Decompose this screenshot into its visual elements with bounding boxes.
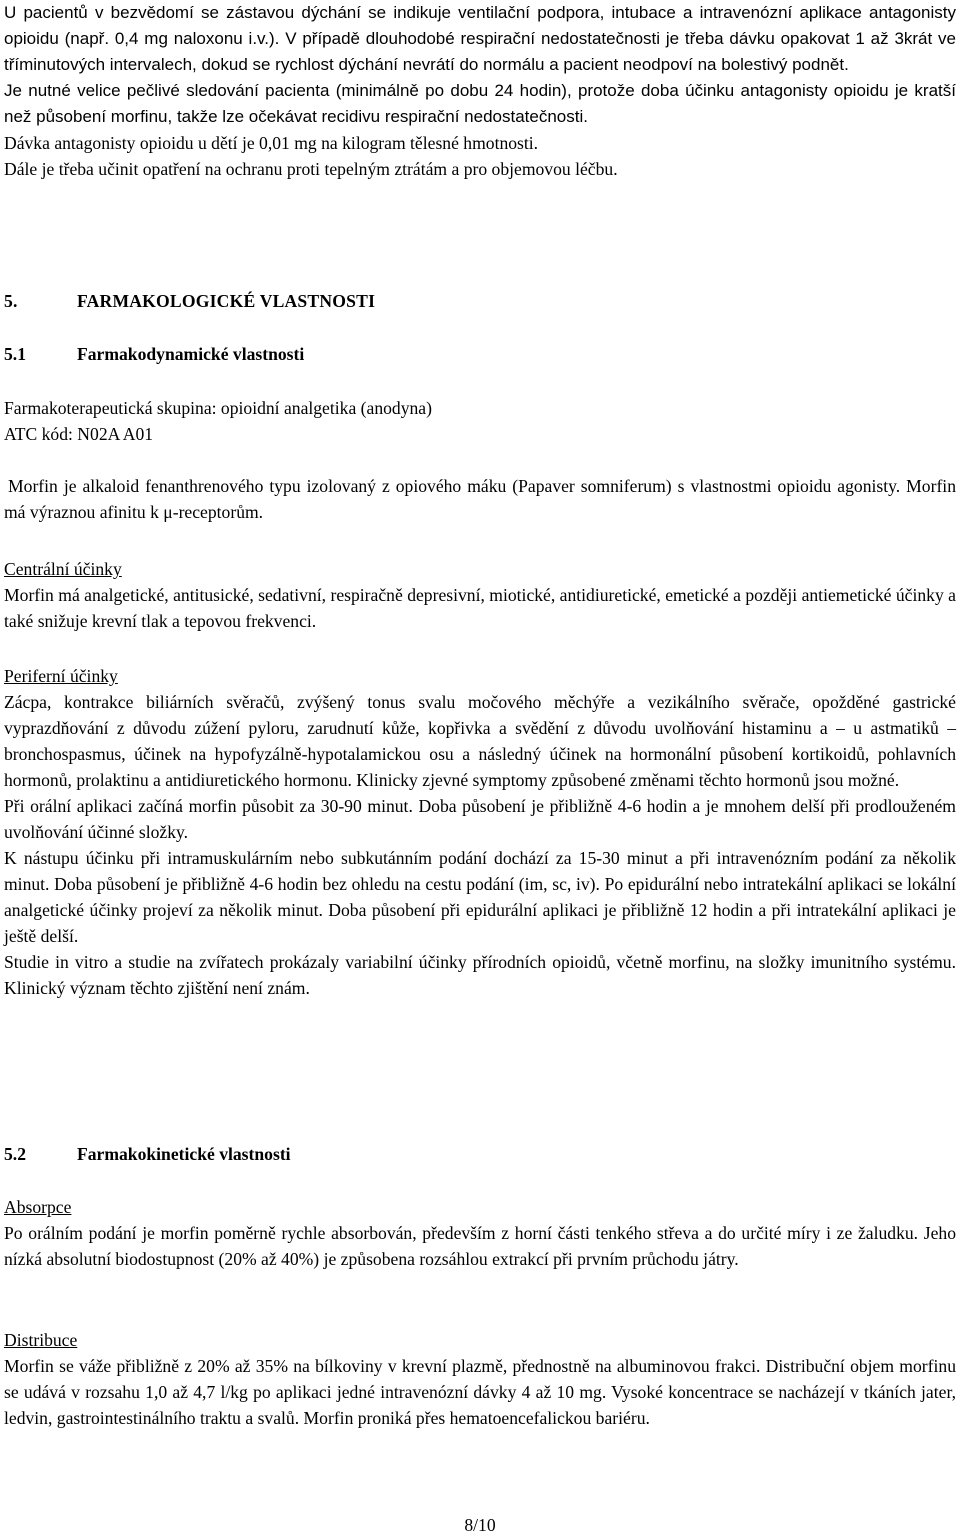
central-effects — [4, 556, 956, 634]
oral-onset-text: Při orální aplikaci začíná morfin působit za 30-90 minut. Doba působení je přibližně 4-6 hodin a je mnohem delší při prodlouženém uvolňování účinné složky. — [4, 796, 956, 842]
morphine-intro: Morfin je alkaloid fenanthrenového typu izolovaný z opiového máku (Papaver somniferum) s vlastnostmi opioidu agonisty. Morfin má výraznou afinitu k μ-receptorům. — [4, 476, 956, 522]
paragraph-child-dose: Dávka antagonisty opioidu u dětí je 0,01 mg na kilogram tělesné hmotnosti. — [4, 133, 539, 153]
section-5-title: FARMAKOLOGICKÉ VLASTNOSTI — [77, 291, 376, 311]
peripheral-effects-heading: Periferní účinky — [4, 666, 118, 686]
section-5-2 — [4, 1141, 956, 1167]
atc-code: ATC kód: N02A A01 — [4, 424, 154, 444]
section-5-1-title: Farmakodynamické vlastnosti — [77, 344, 305, 364]
distribution-heading: Distribuce — [4, 1330, 78, 1350]
overdose-block — [4, 0, 956, 182]
section-5-2-title: Farmakokinetické vlastnosti — [77, 1144, 291, 1164]
section-5-1-heading — [4, 341, 956, 367]
peripheral-effects-text: Zácpa, kontrakce biliárních svěračů, zvýšený tonus svalu močového měchýře a vezikálního svěrače, opožděné gastrické vyprazdňování z důvodu zúžení pyloru, zarudnutí kůže, kopřivka a svědění z důvodu uvolňování histaminu a – u astmatiků – bronchospasmus, účinek na hypofyzálně-hypotalamickou osu a následný účinek na hormonální působení kortikoidů, pohlavních hormonů, prolaktinu a antidiuretického hormonu. Klinicky zjevné symptomy způsobené změnami těchto hormonů jsou možné. — [4, 692, 956, 790]
pharmacotherapeutic-group: Farmakoterapeutická skupina: opioidní analgetika (anodyna) — [4, 398, 432, 418]
absorption-heading: Absorpce — [4, 1197, 72, 1217]
section-5-1-body — [4, 395, 956, 525]
central-effects-text: Morfin má analgetické, antitusické, sedativní, respiračně depresivní, miotické, antidiuretické, emetické a později antiemetické účinky a také snižuje krevní tlak a tepovou frekvenci. — [4, 585, 956, 631]
section-5-number: 5. — [4, 291, 18, 311]
section-5-1 — [4, 341, 956, 367]
section-5-2-heading — [4, 1141, 956, 1167]
distribution — [4, 1327, 956, 1431]
absorption — [4, 1194, 956, 1272]
immune-studies-text: Studie in vitro a studie na zvířatech prokázaly variabilní účinky přírodních opioidů, včetně morfinu, na složky imunitního systému. Klinický význam těchto zjištění není znám. — [4, 952, 956, 998]
peripheral-effects — [4, 663, 956, 1001]
section-5-2-number: 5.2 — [4, 1144, 26, 1164]
paragraph-measures: Dále je třeba učinit opatření na ochranu proti tepelným ztrátám a pro objemovou léčbu. — [4, 159, 618, 179]
paragraph-monitoring: Je nutné velice pečlivé sledování pacienta (minimálně po dobu 24 hodin), protože doba účinku antagonisty opioidu je kratší než působení morfinu, takže lze očekávat recidivu respirační nedostatečnosti. — [4, 81, 956, 126]
parenteral-onset-text: K nástupu účinku při intramuskulárním nebo subkutánním podání dochází za 15-30 minut a při intravenózním podání za několik minut. Doba působení je přibližně 4-6 hodin bez ohledu na cestu podání (im, sc, iv). Po epidurální nebo intratekální aplikaci se lokální analgetické účinky projeví za několik minut. Doba působení při epidurální aplikaci je přibližně 12 hodin a při intratekální aplikaci je ještě delší. — [4, 848, 956, 946]
section-5-1-number: 5.1 — [4, 344, 26, 364]
paragraph-ventilation: U pacientů v bezvědomí se zástavou dýchání se indikuje ventilační podpora, intubace a intravenózní aplikace antagonisty opioidu (např. 0,4 mg naloxonu i.v.). V případě dlouhodobé respirační nedostatečnosti je třeba dávku opakovat 1 až 3krát ve tříminutových intervalech, dokud se rychlost dýchání nevrátí do normálu a pacient neodpoví na bolestivý podnět. — [4, 3, 956, 74]
section-5-heading — [4, 288, 956, 314]
absorption-text: Po orálním podání je morfin poměrně rychle absorbován, především z horní části tenkého střeva a do určité míry i ze žaludku. Jeho nízká absolutní biodostupnost (20% až 40%) je způsobena rozsáhlou extrakcí při prvním průchodu játry. — [4, 1223, 956, 1269]
distribution-text: Morfin se váže přibližně z 20% až 35% na bílkoviny v krevní plazmě, přednostně na albuminovou frakci. Distribuční objem morfinu se udává v rozsahu 1,0 až 4,7 l/kg po aplikaci jedné intravenózní dávky 4 až 10 mg. Vysoké koncentrace se nacházejí v tkáních jater, ledvin, gastrointestinálního traktu a svalů. Morfin proniká přes hematoencefalickou bariéru. — [4, 1356, 956, 1428]
page-number: 8/10 — [464, 1515, 496, 1535]
central-effects-heading: Centrální účinky — [4, 559, 122, 579]
